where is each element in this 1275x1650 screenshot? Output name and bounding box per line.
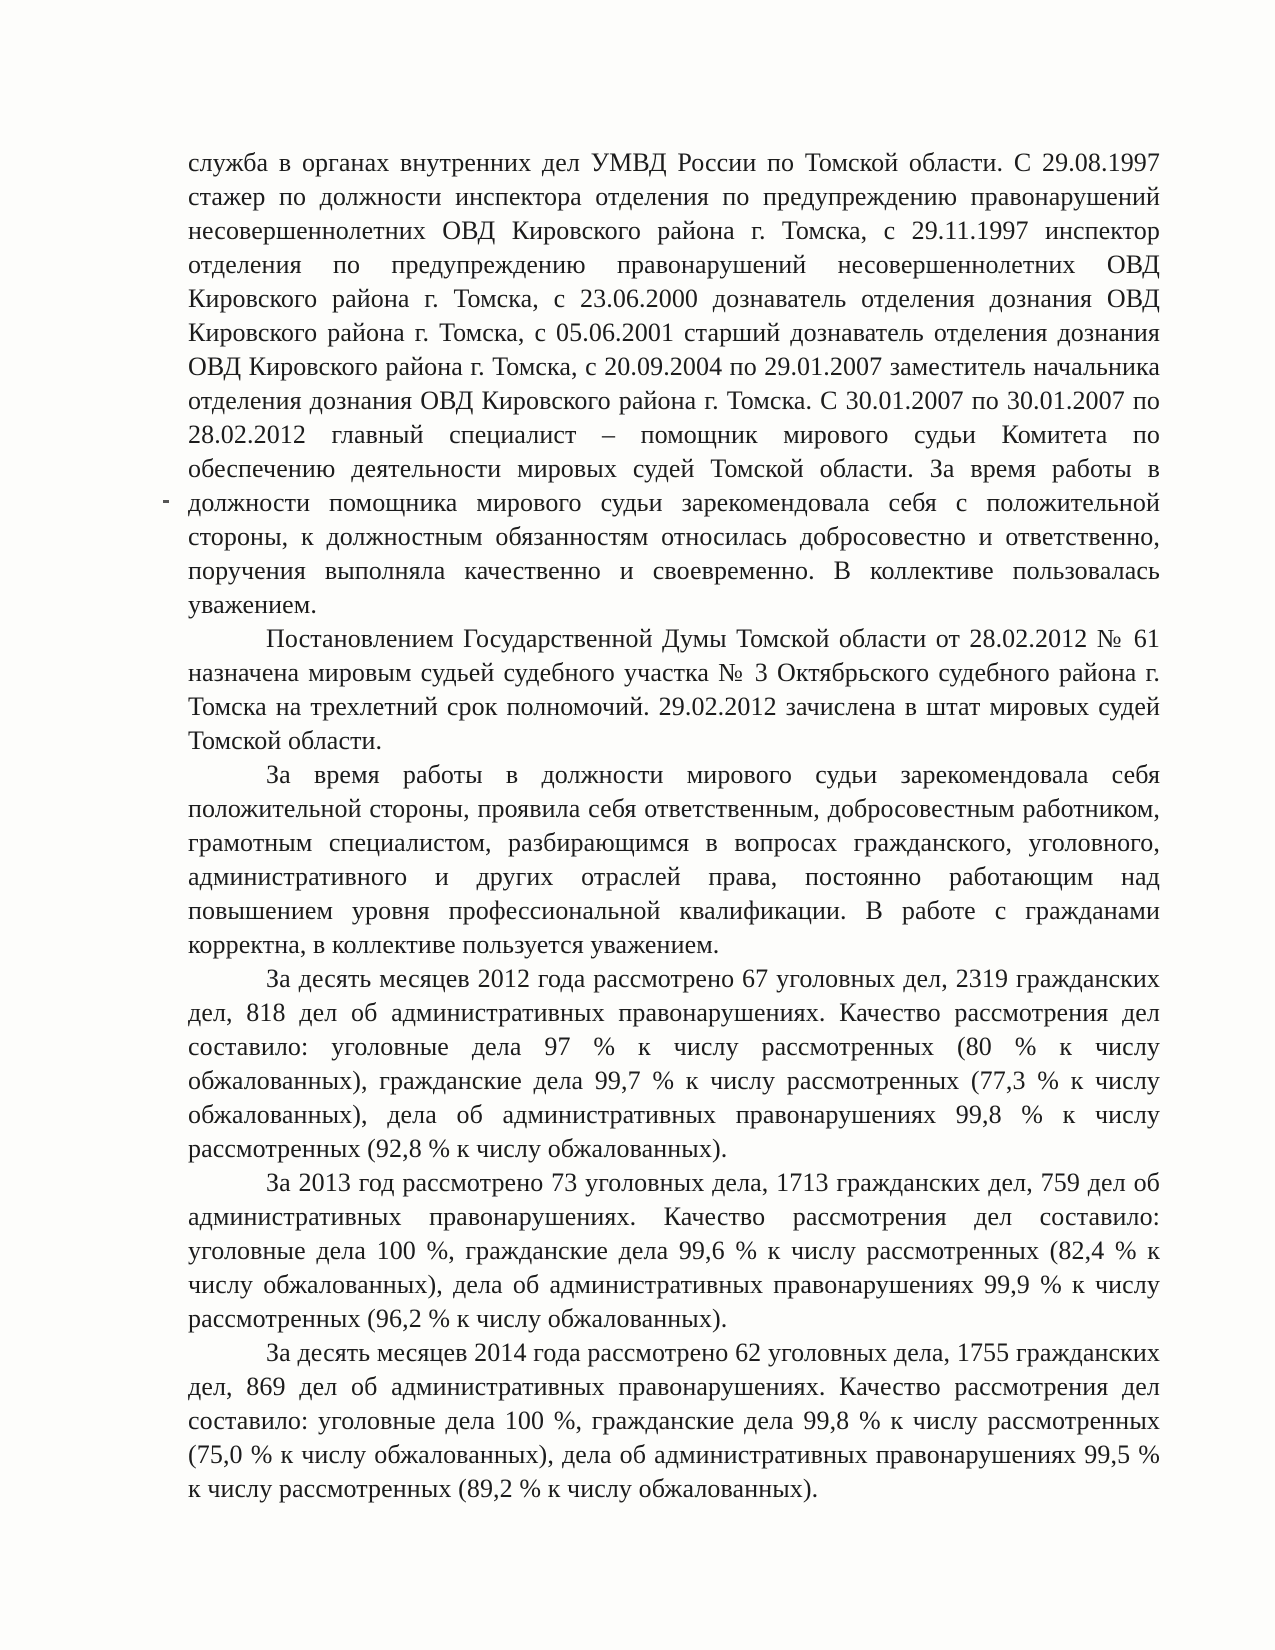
document-body bbox=[188, 146, 1160, 1506]
paragraph-service-history: служба в органах внутренних дел УМВД России по Томской области. С 29.08.1997 стажер по должности инспектора отделения по предупреждению правонарушений несовершеннолетних ОВД Кировского района г. Томска, с 29.11.1997 инспектор отделения по предупреждению правонарушений несовершеннолетних ОВД Кировского района г. Томска, с 23.06.2000 дознаватель отделения дознания ОВД Кировского района г. Томска, с 05.06.2001 старший дознаватель отделения дознания ОВД Кировского района г. Томска, с 20.09.2004 по 29.01.2007 заместитель начальника отделения дознания ОВД Кировского района г. Томска. С 30.01.2007 по 30.01.2007 по 28.02.2012 главный специалист – помощник мирового судьи Комитета по обеспечению деятельности мировых судей Томской области. За время работы в должности помощника мирового судьи зарекомендовала себя с положительной стороны, к должностным обязанностям относилась добросовестно и ответственно, поручения выполняла качественно и своевременно. В коллективе пользовалась уважением. bbox=[188, 148, 1160, 619]
paragraph-characterization: За время работы в должности мирового судьи зарекомендовала себя положительной стороны, проявила себя ответственным, добросовестным работником, грамотным специалистом, разбирающимся в вопросах гражданского, уголовного, административного и других отраслей права, постоянно работающим над повышением уровня профессиональной квалификации. В работе с гражданами корректна, в коллективе пользуется уважением. bbox=[188, 760, 1160, 959]
paragraph-appointment: Постановлением Государственной Думы Томской области от 28.02.2012 № 61 назначена мировым судьей судебного участка № 3 Октябрьского судебного района г. Томска на трехлетний срок полномочий. 29.02.2012 зачислена в штат мировых судей Томской области. bbox=[188, 624, 1160, 755]
paragraph-stats-2014: За десять месяцев 2014 года рассмотрено 62 уголовных дела, 1755 гражданских дел, 869 дел об административных правонарушениях. Качество рассмотрения дел составило: уголовные дела 100 %, гражданские дела 99,8 % к числу рассмотренных (75,0 % к числу обжалованных), дела об административных правонарушениях 99,5 % к числу рассмотренных (89,2 % к числу обжалованных). bbox=[188, 1338, 1160, 1503]
paragraph-stats-2012: За десять месяцев 2012 года рассмотрено 67 уголовных дел, 2319 гражданских дел, 818 дел об административных правонарушениях. Качество рассмотрения дел составило: уголовные дела 97 % к числу рассмотренных (80 % к числу обжалованных), гражданские дела 99,7 % к числу рассмотренных (77,3 % к числу обжалованных), дела об административных правонарушениях 99,8 % к числу рассмотренных (92,8 % к числу обжалованных). bbox=[188, 964, 1160, 1163]
paragraph-stats-2013: За 2013 год рассмотрено 73 уголовных дела, 1713 гражданских дел, 759 дел об административных правонарушениях. Качество рассмотрения дел составило: уголовные дела 100 %, гражданские дела 99,6 % к числу рассмотренных (82,4 % к числу обжалованных), дела об административных правонарушениях 99,9 % к числу рассмотренных (96,2 % к числу обжалованных). bbox=[188, 1168, 1160, 1333]
margin-dash-mark bbox=[163, 500, 169, 503]
